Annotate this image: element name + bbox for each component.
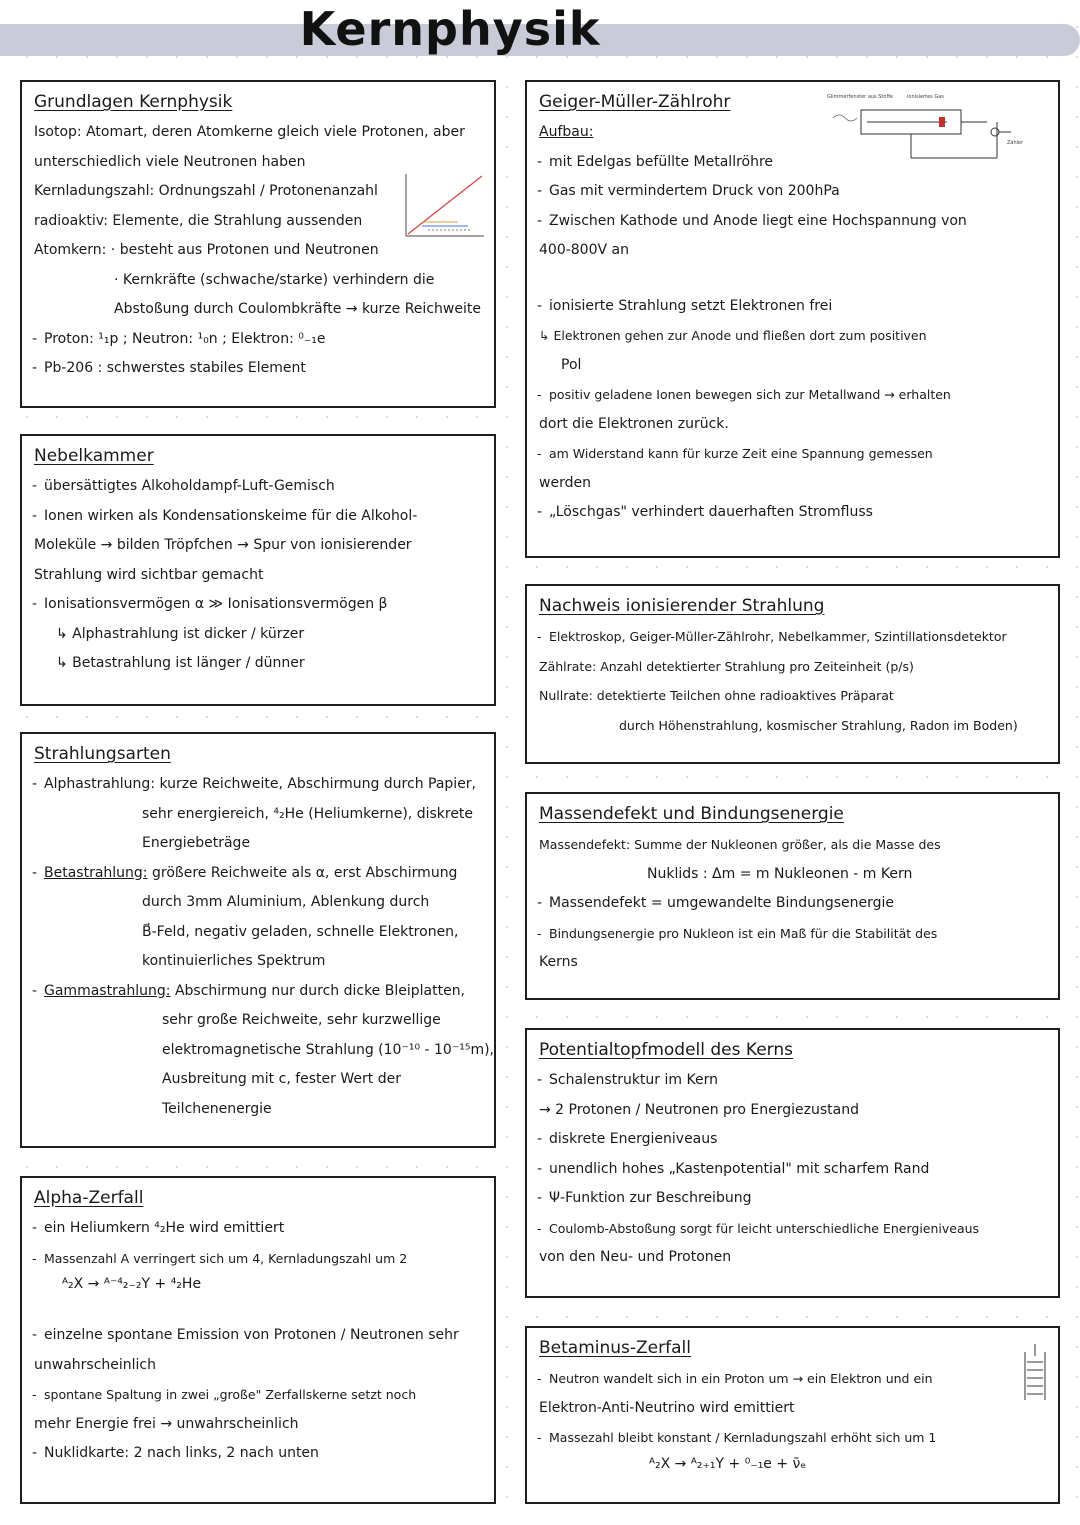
text-line: - unendlich hohes „Kastenpotential" mit scharfem Rand (539, 1155, 1046, 1185)
text-line: - Neutron wandelt sich in ein Proton um → ein Elektron und ein (539, 1364, 1046, 1394)
text-line: 400-800V an (539, 242, 629, 258)
text-line: kontinuierliches Spektrum (142, 953, 326, 969)
card-heading: Strahlungsarten (34, 744, 171, 764)
text-line: B⃗-Feld, negativ geladen, schnelle Elektronen, (142, 923, 459, 940)
text-fragment: kurze Reichweite, Abschirmung durch Papier, (159, 776, 477, 792)
isotope-graph-sketch (398, 170, 488, 248)
gamma-label: Gammastrahlung: (44, 982, 171, 999)
text-line: Aufbau: (539, 124, 594, 140)
beta-decay-formula: ᴬ₂X → ᴬ₂₊₁Y + ⁰₋₁e + ν̄ₑ (649, 1455, 807, 1472)
card-betaminus (525, 1326, 1060, 1504)
card-heading: Potentialtopfmodell des Kerns (539, 1040, 793, 1060)
text-line: - Massenzahl A verringert sich um 4, Kernladungszahl um 2 (34, 1244, 482, 1274)
text-line: radioaktiv: Elemente, die Strahlung aussenden (34, 212, 363, 229)
text-line: - ionisierte Strahlung setzt Elektronen frei (539, 292, 1046, 322)
text-line: - einzelne spontane Emission von Protonen / Neutronen sehr (34, 1321, 482, 1351)
card-heading: Grundlagen Kernphysik (34, 92, 233, 112)
text-line: Energiebeträge (142, 835, 251, 851)
text-line: Zählrate: Anzahl detektierter Strahlung pro Zeiteinheit (p/s) (539, 658, 914, 674)
spacer (539, 266, 1046, 292)
text-line: · Kernkräfte (schwache/starke) verhindern die (114, 271, 435, 288)
text-line: - „Löschgas" verhindert dauerhaften Stromfluss (539, 498, 1046, 528)
text-line: - Massendefekt = umgewandelte Bindungsenergie (539, 889, 1046, 919)
beta-label: Betastrahlung: (44, 864, 148, 881)
text-line: ↳ Betastrahlung ist länger / dünner (56, 655, 305, 671)
card-alphazerfall (20, 1176, 496, 1504)
text-line: - Coulomb-Abstoßung sorgt für leicht unterschiedliche Energieniveaus (539, 1214, 1046, 1244)
text-line: - Massezahl bleibt konstant / Kernladungszahl erhöht sich um 1 (539, 1423, 1046, 1453)
text-line: durch 3mm Aluminium, Ablenkung durch (142, 894, 430, 910)
card-heading: Alpha-Zerfall (34, 1188, 144, 1208)
text-line: Nullrate: detektierte Teilchen ohne radioaktives Präparat (539, 688, 894, 703)
card-massendefekt (525, 792, 1060, 1000)
diagram-label: ionisiertes Gas (907, 94, 944, 100)
text-line: Nuklids : Δm = m Nukleonen - m Kern (647, 865, 913, 882)
text-line: werden (539, 474, 591, 491)
text-line: sehr energiereich, ⁴₂He (Heliumkerne), diskrete (142, 805, 474, 822)
text-line: - Schalenstruktur im Kern (539, 1066, 1046, 1096)
text-line: - Zwischen Kathode und Anode liegt eine Hochspannung von (539, 207, 1046, 237)
text-line: - Elektroskop, Geiger-Müller-Zählrohr, Nebelkammer, Szintillationsdetektor (539, 622, 1046, 652)
text-line: Elektron-Anti-Neutrino wird emittiert (539, 1399, 795, 1416)
text-line: Kerns (539, 954, 578, 970)
text-line: - übersättigtes Alkoholdampf-Luft-Gemisch (34, 472, 482, 502)
text-line: - Pb-206 : schwerstes stabiles Element (34, 354, 482, 384)
text-line: - Ψ-Funktion zur Beschreibung (539, 1184, 1046, 1214)
diagram-label: Glimmerfenster aus Stoffe (827, 94, 893, 100)
card-heading: Massendefekt und Bindungsenergie (539, 804, 844, 824)
card-heading: Betaminus-Zerfall (539, 1338, 691, 1358)
alpha-decay-formula: ᴬ₂X → ᴬ⁻⁴₂₋₂Y + ⁴₂He (62, 1276, 202, 1292)
text-line: - spontane Spaltung in zwei „große" Zerfallskerne setzt noch (34, 1380, 482, 1410)
text-line: - diskrete Energieniveaus (539, 1125, 1046, 1155)
text-line: - Ionen wirken als Kondensationskeime für die Alkohol- (34, 502, 482, 532)
text-line: unwahrscheinlich (34, 1356, 156, 1373)
card-heading: Nebelkammer (34, 446, 154, 466)
text-line: - am Widerstand kann für kurze Zeit eine Spannung gemessen (539, 439, 1046, 469)
card-strahlungsarten (20, 732, 496, 1148)
text-line: Atomkern: · besteht aus Protonen und Neutronen (34, 242, 379, 258)
text-line (34, 859, 482, 889)
text-line: Moleküle → bilden Tröpfchen → Spur von ionisierender (34, 537, 412, 553)
text-line: dort die Elektronen zurück. (539, 415, 729, 432)
text-line (34, 770, 482, 800)
text-line: durch Höhenstrahlung, kosmischer Strahlung, Radon im Boden) (619, 717, 1018, 733)
text-line: Pol (561, 356, 582, 373)
text-line: - Proton: ¹₁p ; Neutron: ¹₀n ; Elektron: ⁰₋₁e (34, 325, 482, 355)
text-line: Kernladungszahl: Ordnungszahl / Protonenanzahl (34, 183, 378, 199)
page-title: Kernphysik (299, 2, 601, 56)
card-geiger (525, 80, 1060, 558)
card-heading: Geiger-Müller-Zählrohr (539, 92, 731, 112)
text-line: von den Neu- und Protonen (539, 1249, 732, 1265)
text-line: Strahlung wird sichtbar gemacht (34, 566, 264, 583)
text-line: - Gas mit vermindertem Druck von 200hPa (539, 177, 1046, 207)
card-nachweis (525, 584, 1060, 764)
text-line: Ausbreitung mit c, fester Wert der (162, 1071, 401, 1087)
text-line: - ein Heliumkern ⁴₂He wird emittiert (34, 1214, 482, 1244)
energy-level-sketch (1021, 1342, 1049, 1404)
text-line: ↳ Alphastrahlung ist dicker / kürzer (56, 625, 305, 642)
text-line: - Bindungsenergie pro Nukleon ist ein Maß für die Stabilität des (539, 919, 1046, 949)
text-line (34, 977, 482, 1007)
text-fragment: größere Reichweite als α, erst Abschirmung (151, 864, 458, 881)
text-line: Teilchenenergie (162, 1100, 272, 1117)
geiger-counter-diagram (827, 88, 1047, 172)
text-line: - Ionisationsvermögen α ≫ Ionisationsvermögen β (34, 590, 482, 620)
text-line: unterschiedlich viele Neutronen haben (34, 153, 306, 170)
text-line: elektromagnetische Strahlung (10⁻¹⁰ - 10⁻¹⁵m), (162, 1041, 495, 1058)
text-line: ↳ Elektronen gehen zur Anode und fließen dort zum positiven (539, 328, 927, 343)
diagram-label: Zähler (1007, 140, 1024, 146)
text-line: Massendefekt: Summe der Nukleonen größer, als die Masse des (539, 837, 941, 852)
spacer (34, 1295, 482, 1321)
card-potentialtopf (525, 1028, 1060, 1298)
card-heading: Nachweis ionisierender Strahlung (539, 596, 825, 616)
text-line: Isotop: Atomart, deren Atomkerne gleich viele Protonen, aber (34, 124, 465, 140)
text-line: - mit Edelgas befüllte Metallröhre (539, 148, 1046, 178)
text-line: mehr Energie frei → unwahrscheinlich (34, 1415, 299, 1432)
text-line: - Nuklidkarte: 2 nach links, 2 nach unten (34, 1439, 482, 1469)
text-fragment: Abschirmung nur durch dicke Bleiplatten, (174, 982, 466, 999)
text-line: → 2 Protonen / Neutronen pro Energiezustand (539, 1101, 859, 1118)
text-line: - positiv geladene Ionen bewegen sich zur Metallwand → erhalten (539, 380, 1046, 410)
text-line: Abstoßung durch Coulombkräfte → kurze Reichweite (114, 301, 481, 317)
text-line: sehr große Reichweite, sehr kurzwellige (162, 1012, 441, 1028)
card-nebelkammer (20, 434, 496, 706)
card-grundlagen (20, 80, 496, 408)
alpha-label: Alphastrahlung: (44, 776, 156, 792)
